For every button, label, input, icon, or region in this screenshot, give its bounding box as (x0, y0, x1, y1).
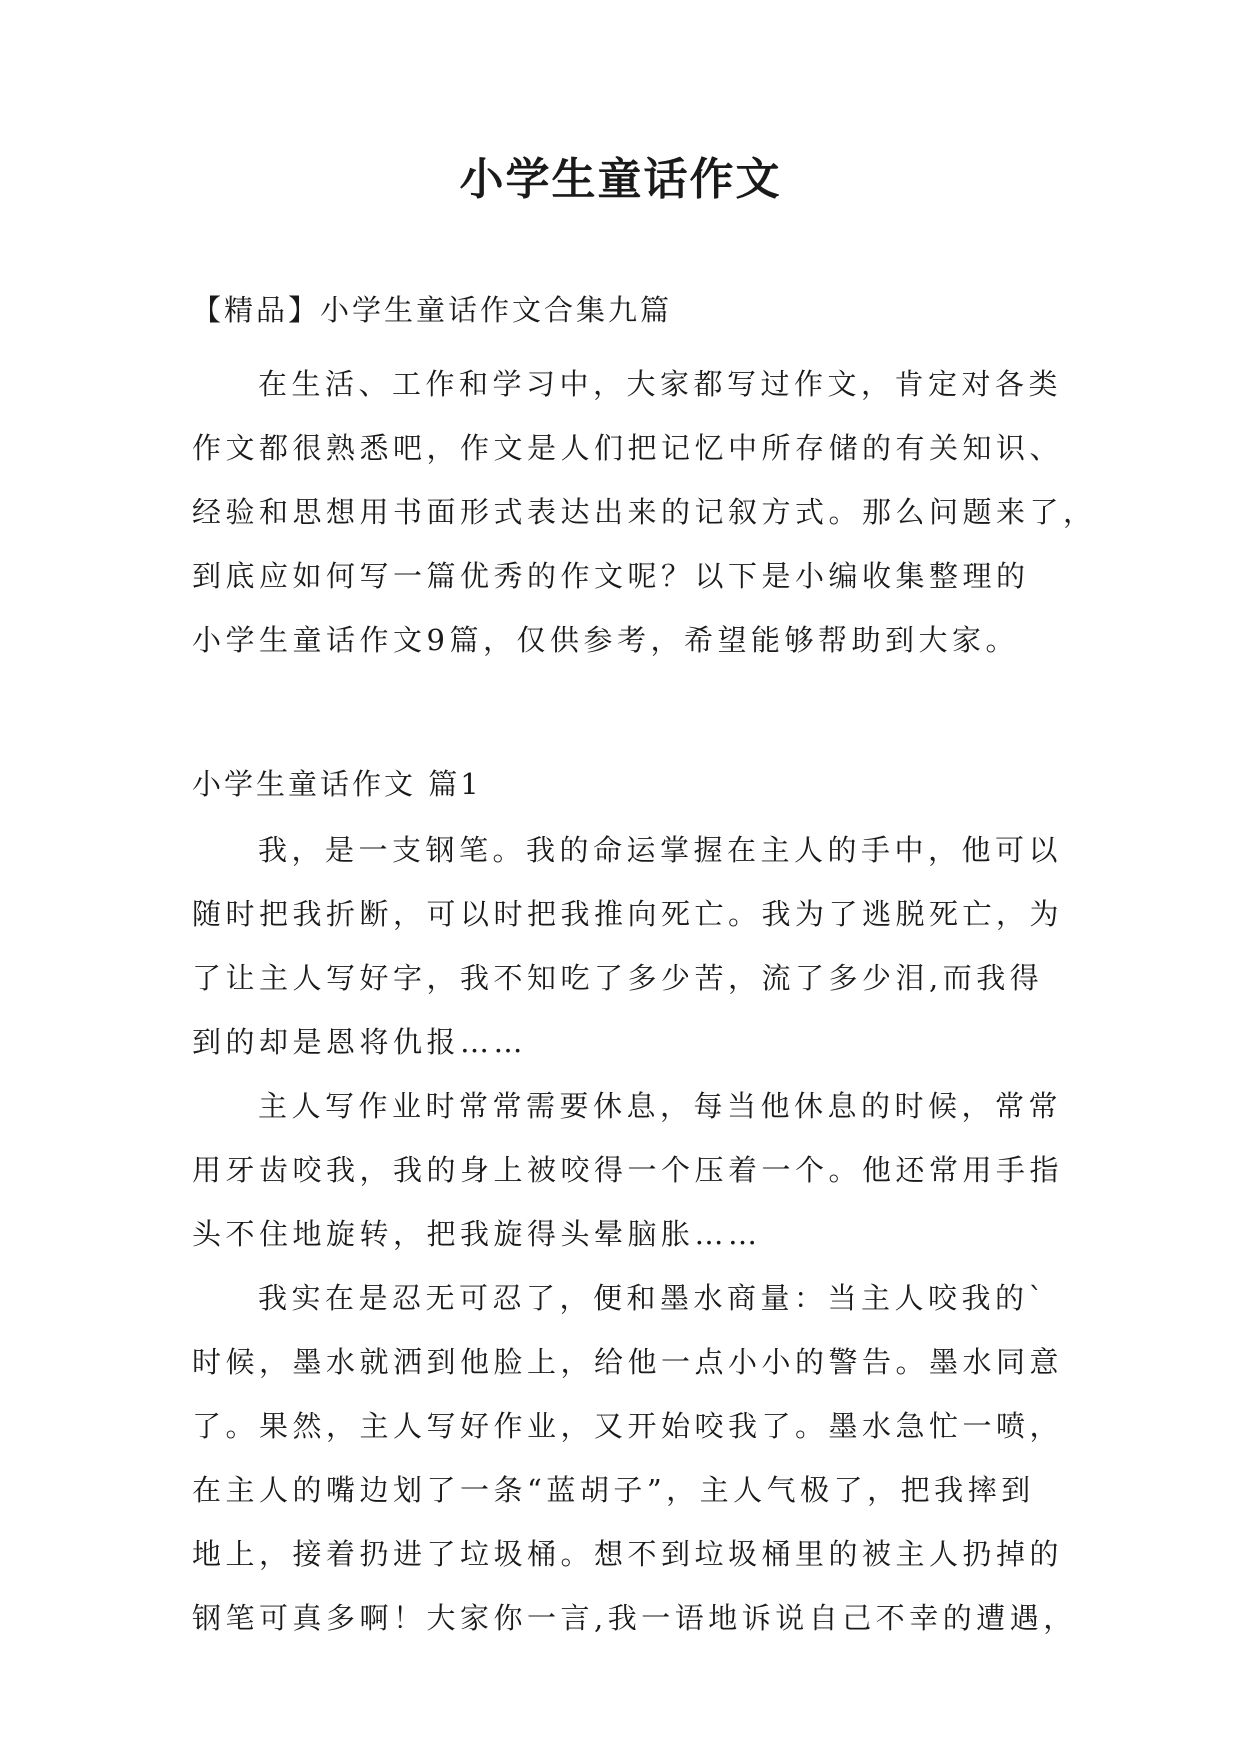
intro-line: 到底应如何写一篇优秀的作文呢？以下是小编收集整理的 (192, 559, 1030, 593)
body-line: 地上，接着扔进了垃圾桶。想不到垃圾桶里的被主人扔掉的 (192, 1537, 1064, 1571)
document-subtitle: 【精品】小学生童话作文合集九篇 (192, 293, 673, 327)
body-line: 在主人的嘴边划了一条“蓝胡子”，主人气极了，把我摔到 (192, 1473, 1035, 1507)
body-line: 头不住地旋转，把我旋得头晕脑胀…… (192, 1217, 762, 1251)
story-body (192, 818, 1077, 1650)
intro-line: 作文都很熟悉吧，作文是人们把记忆中所存储的有关知识、 (192, 431, 1064, 465)
body-line: 用牙齿咬我，我的身上被咬得一个压着一个。他还常用手指 (192, 1153, 1064, 1187)
body-line: 了。果然，主人写好作业，又开始咬我了。墨水急忙一喷， (192, 1409, 1064, 1443)
body-line: 到的却是恩将仇报…… (192, 1025, 528, 1059)
body-line: 时候，墨水就洒到他脸上，给他一点小小的警告。墨水同意 (192, 1345, 1064, 1379)
section-heading: 小学生童话作文 篇1 (192, 767, 482, 801)
intro-line: 在生活、工作和学习中，大家都写过作文，肯定对各类 (258, 367, 1063, 401)
body-line: 随时把我折断，可以时把我推向死亡。我为了逃脱死亡，为 (192, 897, 1064, 931)
intro-line: 小学生童话作文9篇，仅供参考，希望能够帮助到大家。 (192, 623, 1019, 657)
body-line: 主人写作业时常常需要休息，每当他休息的时候，常常 (258, 1089, 1063, 1123)
intro-line: 经验和思想用书面形式表达出来的记叙方式。那么问题来了， (192, 495, 1097, 529)
body-line: 我实在是忍无可忍了，便和墨水商量：当主人咬我的` (258, 1281, 1048, 1315)
body-line: 钢笔可真多啊！大家你一言,我一语地诉说自己不幸的遭遇， (192, 1601, 1077, 1635)
document-title: 小学生童话作文 (459, 154, 782, 205)
body-line: 了让主人写好字，我不知吃了多少苦，流了多少泪,而我得 (192, 961, 1044, 995)
body-line: 我，是一支钢笔。我的命运掌握在主人的手中，他可以 (258, 833, 1063, 867)
intro-paragraph (192, 352, 1097, 672)
